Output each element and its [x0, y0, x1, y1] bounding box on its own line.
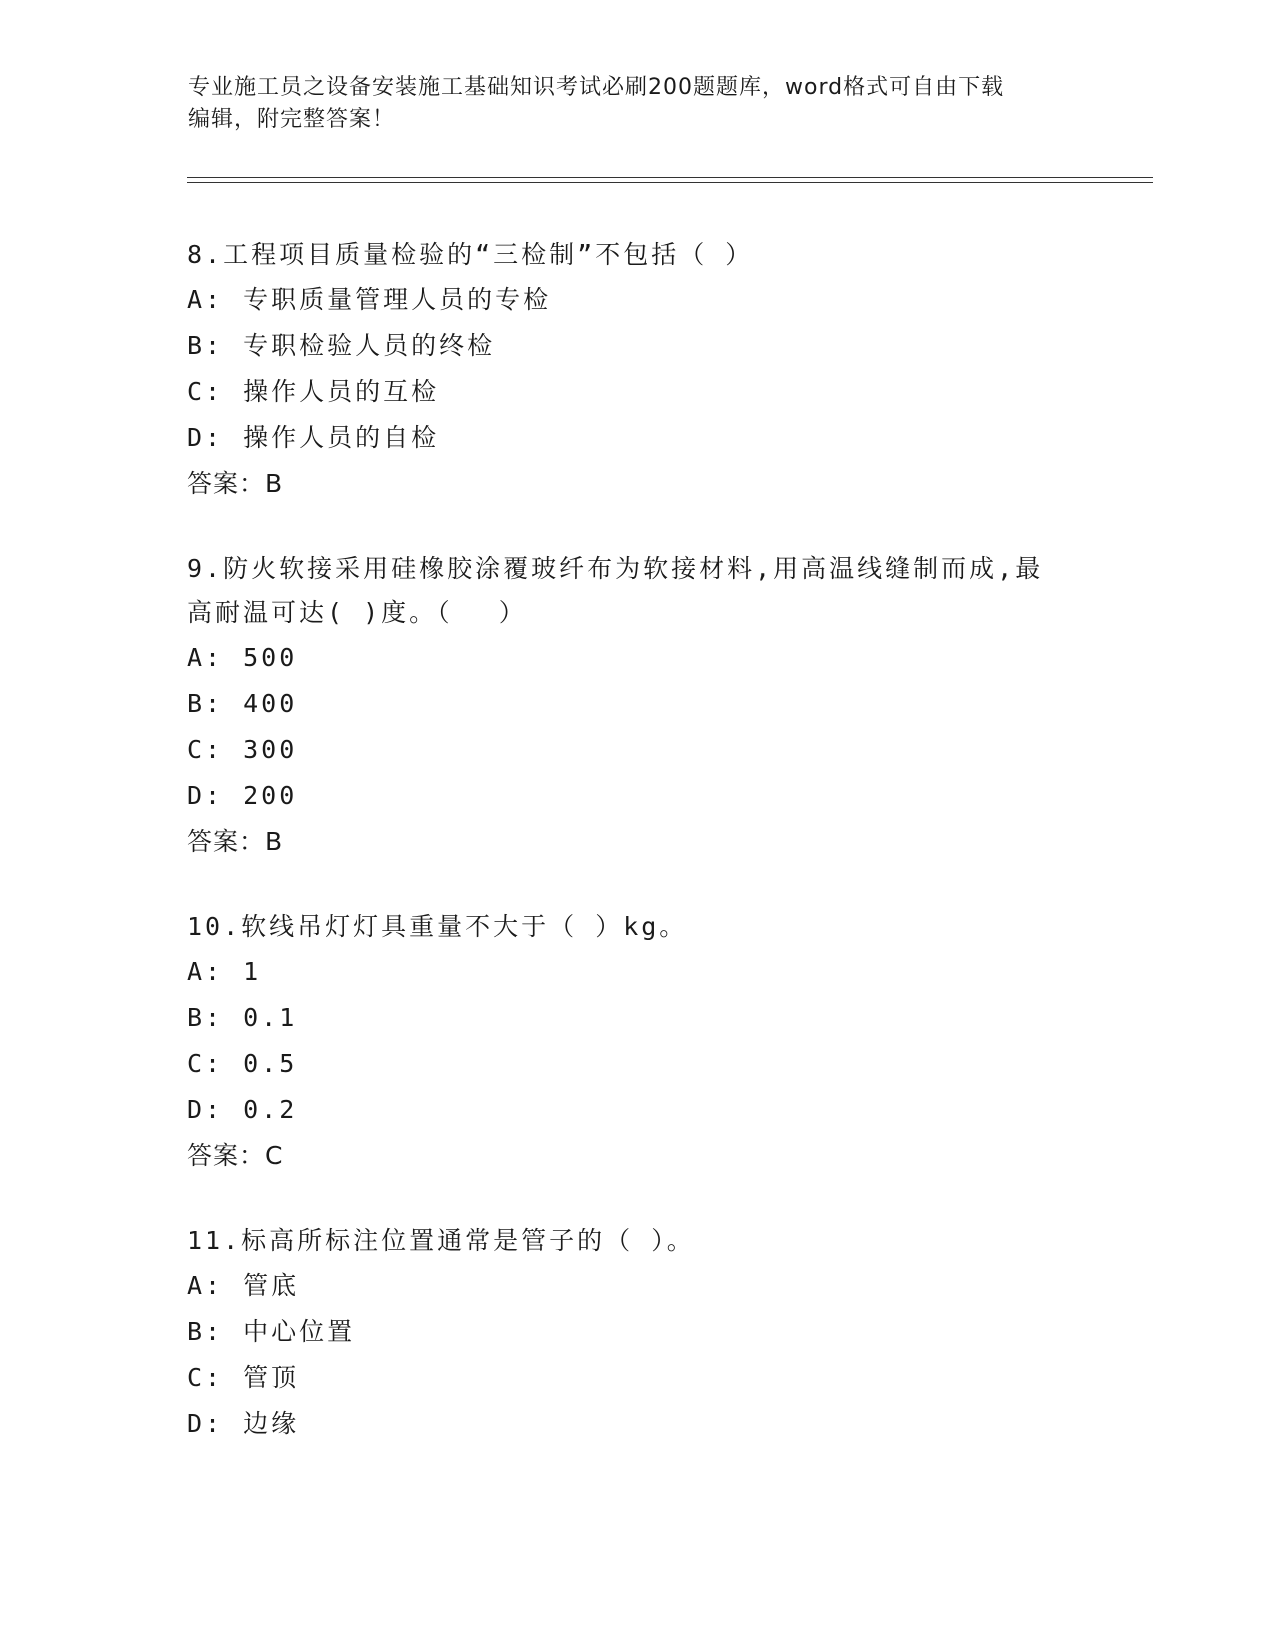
option-key: A:	[187, 285, 224, 314]
question-stem: 9.防火软接采用硅橡胶涂覆玻纤布为软接材料,用高温线缝制而成,最	[187, 554, 1044, 583]
option-text: 200	[243, 781, 298, 810]
option-text: 专职检验人员的终检	[243, 331, 496, 360]
answer-option	[187, 415, 1087, 461]
option-key: C:	[187, 735, 224, 764]
option-key: D:	[187, 1409, 224, 1438]
answer-key: 答案：B	[187, 827, 284, 856]
answer-option	[187, 949, 1087, 995]
option-key: B:	[187, 331, 224, 360]
question-block	[187, 547, 1087, 865]
header-line-1: 专业施工员之设备安装施工基础知识考试必刷200题题库，word格式可自由下载	[188, 75, 1005, 100]
answer-option	[187, 773, 1087, 819]
option-text: 边缘	[243, 1409, 300, 1438]
question-stem: 高耐温可达( )度。（ ）	[187, 598, 527, 627]
answer-option	[187, 277, 1087, 323]
answer-option	[187, 1041, 1087, 1087]
answer-option	[187, 681, 1087, 727]
option-key: A:	[187, 643, 224, 672]
answer-option	[187, 369, 1087, 415]
option-text: 管底	[243, 1271, 300, 1300]
header-divider-top	[187, 177, 1153, 178]
option-text: 中心位置	[243, 1317, 356, 1346]
question-list	[187, 233, 1087, 1487]
option-key: B:	[187, 689, 224, 718]
header-divider-bottom	[187, 182, 1153, 183]
document-header	[188, 72, 1088, 136]
answer-option	[187, 1401, 1087, 1447]
answer-option	[187, 1355, 1087, 1401]
question-block	[187, 233, 1087, 507]
question-stem: 11.标高所标注位置通常是管子的（ ）。	[187, 1226, 695, 1255]
question-stem: 8.工程项目质量检验的“三检制”不包括（ ）	[187, 240, 754, 269]
answer-option	[187, 1263, 1087, 1309]
option-text: 300	[243, 735, 298, 764]
option-key: D:	[187, 1095, 224, 1124]
option-text: 操作人员的互检	[243, 377, 440, 406]
option-key: A:	[187, 957, 224, 986]
option-text: 操作人员的自检	[243, 423, 440, 452]
option-text: 500	[243, 643, 298, 672]
question-block	[187, 905, 1087, 1179]
option-text: 0.5	[243, 1049, 298, 1078]
option-key: C:	[187, 1049, 224, 1078]
option-text: 0.1	[243, 1003, 298, 1032]
option-key: D:	[187, 781, 224, 810]
header-line-2: 编辑，附完整答案！	[188, 107, 396, 132]
answer-option	[187, 995, 1087, 1041]
question-stem: 10.软线吊灯灯具重量不大于（ ）kg。	[187, 912, 688, 941]
answer-option	[187, 323, 1087, 369]
option-text: 1	[243, 957, 262, 986]
option-key: B:	[187, 1003, 224, 1032]
question-block	[187, 1219, 1087, 1447]
option-key: C:	[187, 377, 224, 406]
option-text: 管顶	[243, 1363, 300, 1392]
option-key: C:	[187, 1363, 224, 1392]
option-key: A:	[187, 1271, 224, 1300]
answer-key: 答案：B	[187, 469, 284, 498]
option-key: B:	[187, 1317, 224, 1346]
option-key: D:	[187, 423, 224, 452]
option-text: 0.2	[243, 1095, 298, 1124]
answer-option	[187, 1309, 1087, 1355]
answer-option	[187, 635, 1087, 681]
answer-key: 答案：C	[187, 1141, 284, 1170]
option-text: 专职质量管理人员的专检	[243, 285, 552, 314]
answer-option	[187, 727, 1087, 773]
answer-option	[187, 1087, 1087, 1133]
option-text: 400	[243, 689, 298, 718]
